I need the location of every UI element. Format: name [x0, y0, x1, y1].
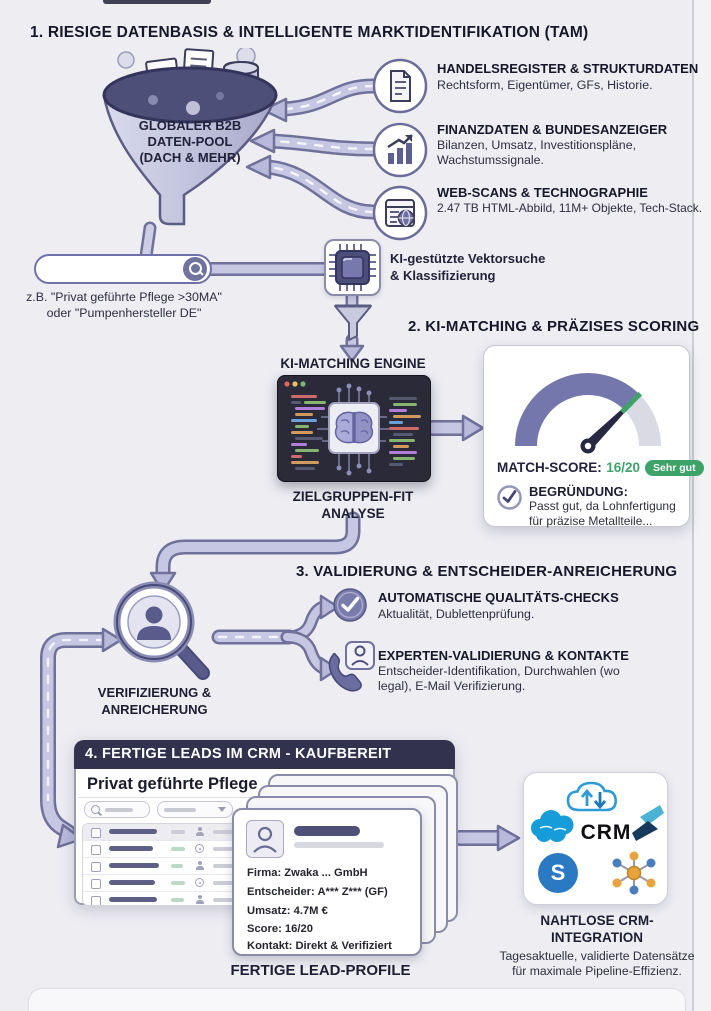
analysis-label-line1: ZIELGRUPPEN-FIT	[292, 489, 414, 504]
document-icon	[391, 71, 410, 101]
verify-label	[72, 684, 237, 718]
company-icon	[195, 878, 204, 887]
lead-profiles-label: FERTIGE LEAD-PROFILE	[230, 962, 411, 979]
funnel-label-line3: (DACH & MEHR)	[139, 150, 241, 165]
score-badge: Sehr gut	[645, 460, 704, 476]
brain-chip-icon	[329, 403, 379, 453]
panel-search-input[interactable]	[84, 801, 150, 818]
search-placeholder-dash	[105, 808, 133, 812]
search-example-line1: z.B. "Privat geführte Pflege >30MA"	[26, 290, 222, 304]
match-score-value: 16/20	[606, 460, 640, 475]
person-icon	[247, 821, 283, 857]
person-icon	[195, 861, 204, 870]
quality-checks-title: AUTOMATISCHE QUALITÄTS-CHECKS	[378, 590, 619, 605]
check-circle-icon	[331, 586, 369, 624]
crm-integration-box	[523, 772, 668, 905]
match-score-card	[483, 345, 696, 528]
lead-sub-dash	[294, 842, 384, 848]
pipe-panel-crm	[460, 826, 519, 850]
match-score-label: MATCH-SCORE:	[497, 460, 602, 475]
window-close-dot	[284, 381, 289, 386]
finanzdaten-desc: Bilanzen, Umsatz, Investitionspläne, Wachstumssignale.	[437, 138, 637, 167]
finanzdaten-item-icon	[371, 121, 429, 179]
panel-title: Privat geführte Pflege	[87, 775, 258, 793]
funnel-label-line1: GLOBALER B2B	[138, 118, 242, 133]
lead-umsatz: Umsatz: 4.7M €	[247, 905, 328, 917]
ai-chip-card	[324, 239, 381, 296]
lead-avatar	[246, 820, 284, 858]
web-scan-icon	[386, 200, 414, 226]
search-icon	[91, 805, 100, 814]
expert-validation-title: EXPERTEN-VALIDIERUNG & KONTAKTE	[378, 648, 629, 663]
webscans-title: WEB-SCANS & TECHNOGRAPHIE	[437, 185, 648, 200]
search-example	[13, 289, 235, 321]
ki-matching-engine-window	[277, 375, 431, 482]
section2-title: 2. KI-MATCHING & PRÄZISES SCORING	[408, 318, 700, 335]
person-icon	[195, 827, 204, 836]
chevron-down-icon	[218, 807, 226, 812]
panel-filter-select[interactable]	[157, 801, 233, 818]
lead-firma: Firma: Zwaka ... GmbH	[247, 867, 368, 879]
verify-label-line2: ANREICHERUNG	[101, 702, 208, 717]
row-checkbox[interactable]	[91, 828, 101, 838]
row-checkbox[interactable]	[91, 896, 101, 906]
row-checkbox[interactable]	[91, 845, 101, 855]
search-example-line2: oder "Pumpenhersteller DE"	[46, 306, 202, 320]
crm-text: CRM	[580, 821, 632, 844]
pipe-verify-fork	[219, 596, 338, 680]
crm-integration-caption: Tagesaktuelle, validierte Datensätze für maximale Pipeline-Effizienz.	[499, 949, 695, 978]
salesforce-icon	[526, 809, 582, 847]
search-icon-handle	[198, 270, 204, 276]
person-icon	[195, 895, 204, 904]
handelsregister-desc: Rechtsform, Eigentümer, GFs, Historie.	[437, 78, 653, 92]
analysis-label	[268, 488, 438, 522]
s-circle-icon	[538, 853, 578, 893]
vector-search-label	[390, 251, 545, 284]
handelsregister-title: HANDELSREGISTER & STRUKTURDATEN	[437, 61, 699, 76]
lead-score: Score: 16/20	[247, 923, 313, 935]
match-score-row	[497, 459, 704, 477]
webscans-desc: 2.47 TB HTML-Abbild, 11M+ Objekte, Tech-Stack.	[437, 201, 703, 215]
funnel-label-line2: DATEN-POOL	[147, 134, 233, 149]
section3-title: 3. VALIDIERUNG & ENTSCHEIDER-ANREICHERUNG	[296, 563, 678, 580]
lead-entscheider: Entscheider: A*** Z*** (GF)	[247, 886, 388, 898]
company-icon	[195, 844, 204, 853]
search-button[interactable]	[183, 257, 207, 281]
reason-title: BEGRÜNDUNG:	[529, 484, 628, 499]
handelsregister-item-icon	[371, 57, 429, 115]
window-max-dot	[300, 381, 305, 386]
expert-validation-desc: Entscheider-Identifikation, Durchwahlen (wo legal), E-Mail Verifizierung.	[378, 664, 620, 693]
webscans-item-icon	[371, 184, 429, 242]
check-icon	[496, 484, 523, 511]
row-checkbox[interactable]	[91, 862, 101, 872]
finanzdaten-title: FINANZDATEN & BUNDESANZEIGER	[437, 122, 668, 137]
section1-title: 1. RIESIGE DATENBASIS & INTELLIGENTE MARKTIDENTIFIKATION (TAM)	[30, 24, 589, 41]
verify-label-line1: VERIFIZIERUNG &	[97, 685, 212, 700]
crm-integration-label: NAHTLOSE CRM-INTEGRATION	[540, 913, 654, 945]
chip-icon	[326, 241, 379, 294]
gauge-icon	[491, 354, 683, 458]
reason-text: Passt gut, da Lohnfertigung für präzise Metallteile...	[529, 499, 676, 528]
pipe-editor-gauge	[433, 416, 483, 440]
window-min-dot	[292, 381, 297, 386]
lead-card-front	[232, 808, 422, 956]
lead-kontakt: Kontakt: Direkt & Verifiziert	[247, 940, 392, 952]
crm-panel-header	[74, 740, 455, 769]
row-checkbox[interactable]	[91, 879, 101, 889]
s-circle-letter: S	[550, 860, 566, 885]
magnifier-person-icon	[108, 578, 220, 694]
crm-s-badge-icon	[630, 801, 666, 845]
analysis-label-line2: ANALYSE	[321, 506, 385, 521]
funnel-label	[110, 118, 270, 166]
engine-label: KI-MATCHING ENGINE	[280, 356, 426, 371]
crm-panel-header-text: 4. FERTIGE LEADS IM CRM - KAUFBEREIT	[85, 746, 392, 762]
integration-hub-icon	[608, 850, 660, 896]
floating-dot	[118, 52, 134, 68]
quality-checks-desc: Aktualität, Dublettenprüfung.	[378, 607, 535, 621]
vector-search-line1: KI-gestützte Vektorsuche	[390, 251, 546, 266]
vector-search-line2: & Klassifizierung	[390, 267, 496, 283]
mini-funnel-icon	[331, 303, 375, 343]
select-value-dash	[164, 808, 196, 812]
phone-contact-icon	[326, 640, 378, 694]
lead-name-dash	[294, 826, 360, 836]
